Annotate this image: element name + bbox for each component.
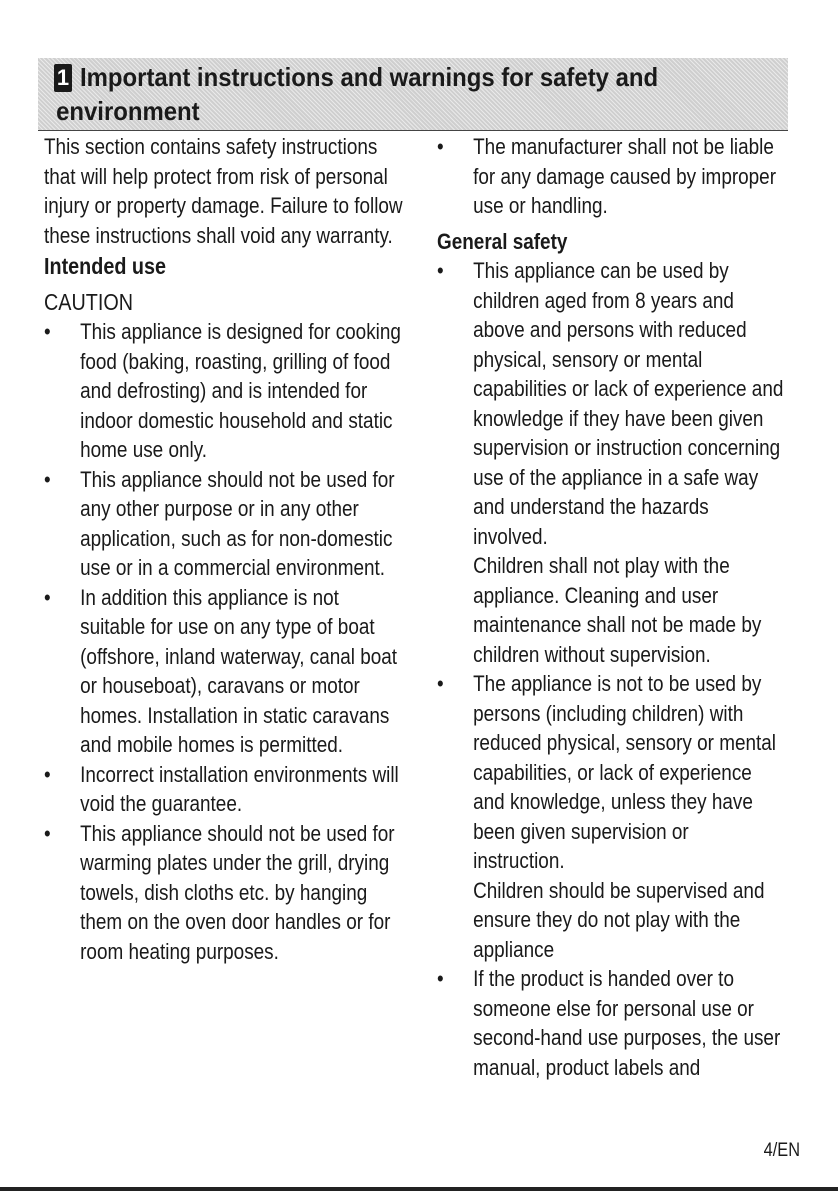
bottom-divider bbox=[0, 1187, 838, 1191]
manufacturer-list bbox=[437, 132, 785, 221]
list-item bbox=[437, 256, 785, 669]
list-item-text: This appliance can be used by children aged from 8 years and above and persons with reduced physical, sensory or mental capabilities or lack of experience and knowledge if they have been given supervision or instruction concerning use of the appliance in a safe way and understand the hazards involved. bbox=[473, 258, 784, 549]
list-item: • The manufacturer shall not be liable for any damage caused by improper use or handling. bbox=[437, 132, 785, 221]
general-safety-heading: General safety bbox=[437, 228, 568, 254]
caution-heading: CAUTION bbox=[44, 288, 134, 315]
list-item bbox=[437, 964, 785, 1082]
list-item: • This appliance should not be used for warming plates under the grill, drying towels, dish cloths etc. by hanging them on the oven door handles or for room heating purposes. bbox=[44, 819, 405, 967]
section-header bbox=[38, 58, 788, 131]
list-item: • In addition this appliance is not suitable for use on any type of boat (offshore, inland waterway, canal boat or houseboat), caravans or motor homes. Installation in static caravans and mobile homes is permitted. bbox=[44, 583, 405, 760]
list-item-extra: Children shall not play with the appliance. Cleaning and user maintenance shall not be made by children without supervision. bbox=[473, 553, 762, 667]
page-number: 4/EN bbox=[763, 1140, 800, 1161]
left-column bbox=[44, 132, 405, 966]
list-item: • Incorrect installation environments will void the guarantee. bbox=[44, 760, 405, 819]
list-item bbox=[437, 669, 785, 964]
section-title bbox=[56, 60, 706, 128]
list-item: • This appliance should not be used for any other purpose or in any other application, such as for non-domestic use or in a commercial environment. bbox=[44, 465, 405, 583]
list-item-text: If the product is handed over to someone else for personal use or second-hand use purposes, the user manual, product labels and bbox=[473, 966, 781, 1080]
intended-use-heading: Intended use bbox=[44, 253, 166, 279]
right-column bbox=[437, 132, 785, 1082]
general-safety-list bbox=[437, 256, 785, 1082]
list-item: • This appliance is designed for cooking food (baking, roasting, grilling of food and defrosting) and is intended for indoor domestic household and static home use only. bbox=[44, 317, 405, 465]
section-title-line1: Important instructions and warnings for safety and bbox=[80, 62, 659, 92]
intro-paragraph: This section contains safety instructions that will help protect from risk of personal injury or property damage. Failure to follow these instructions shall void any warranty. bbox=[44, 134, 403, 248]
section-title-line2: environment bbox=[56, 96, 200, 126]
section-number-badge: 1 bbox=[54, 64, 72, 92]
caution-list bbox=[44, 317, 405, 966]
list-item-extra: Children should be supervised and ensure they do not play with the appliance bbox=[473, 877, 765, 962]
list-item-text: The appliance is not to be used by persons (including children) with reduced physical, sensory or mental capabilities, or lack of experience and knowledge, unless they have been given supervision or instruction. bbox=[473, 671, 776, 873]
